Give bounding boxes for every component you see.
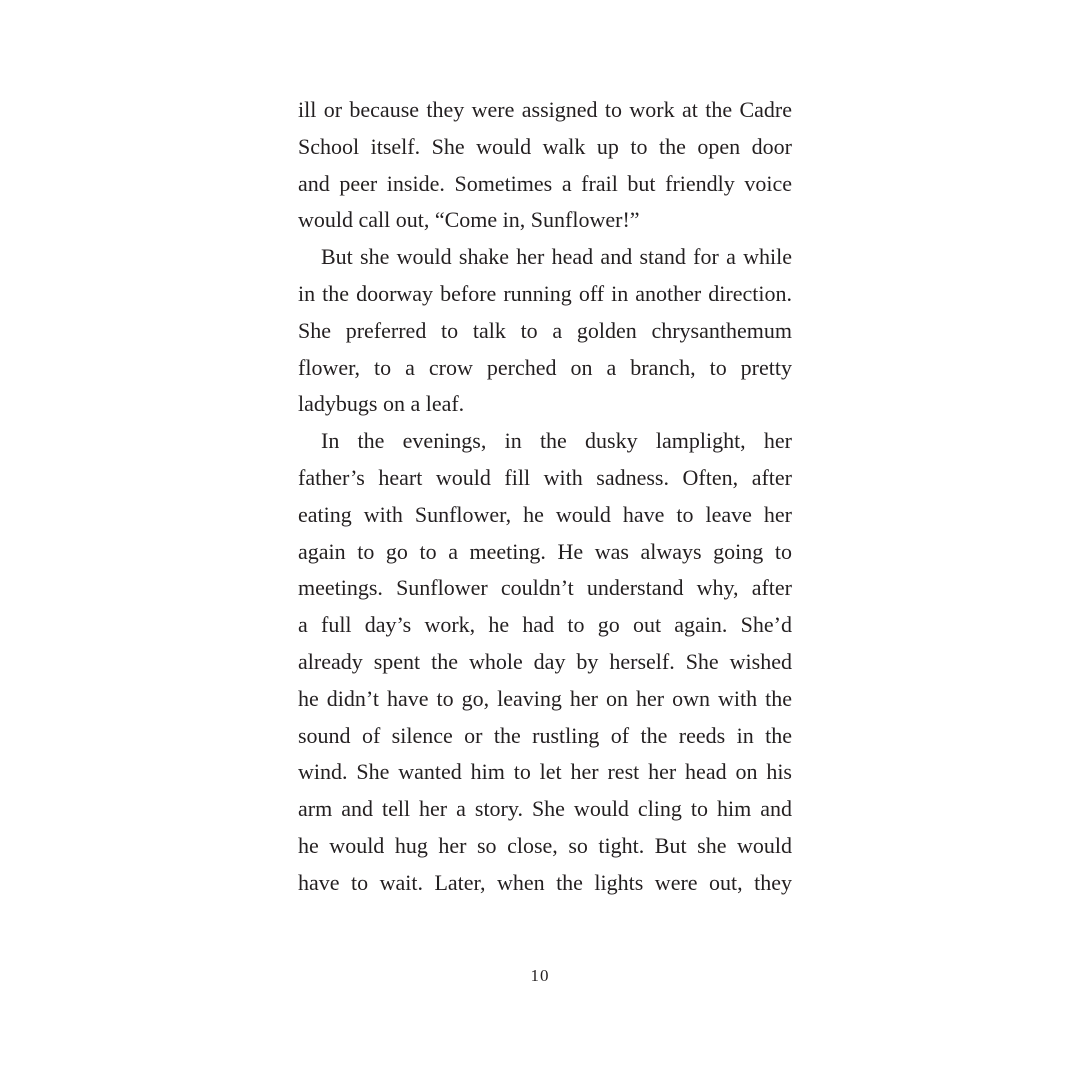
text-line: sound of silence or the rustling of the reeds in the	[298, 722, 792, 748]
text-line: ladybugs on a leaf.	[298, 391, 465, 417]
text-line: meetings. Sunflower couldn’t understand why, after	[298, 575, 792, 601]
text-line: wind. She wanted him to let her rest her head on his	[298, 759, 792, 785]
body-text	[298, 92, 792, 902]
page-number: 10	[530, 966, 550, 985]
text-line: in the doorway before running off in another direction.	[298, 280, 792, 306]
text-line: have to wait. Later, when the lights were out, they	[298, 869, 792, 895]
text-line: flower, to a crow perched on a branch, to pretty	[298, 354, 792, 380]
text-line: he would hug her so close, so tight. But she would	[298, 832, 792, 858]
text-line: would call out, “Come in, Sunflower!”	[298, 207, 640, 233]
text-line: In the evenings, in the dusky lamplight, her	[321, 428, 792, 454]
text-line: ill or because they were assigned to work at the Cadre	[298, 97, 792, 122]
text-line: She preferred to talk to a golden chrysanthemum	[298, 317, 792, 343]
text-line: again to go to a meeting. He was always going to	[298, 538, 792, 564]
text-line: arm and tell her a story. She would cling to him and	[298, 796, 792, 822]
text-line: But she would shake her head and stand for a while	[321, 244, 792, 270]
text-line: and peer inside. Sometimes a frail but friendly voice	[298, 170, 792, 196]
text-line: School itself. She would walk up to the open door	[298, 133, 792, 159]
text-line: a full day’s work, he had to go out again. She’d	[298, 612, 792, 638]
text-line: he didn’t have to go, leaving her on her own with the	[298, 685, 792, 711]
text-line: father’s heart would fill with sadness. Often, after	[298, 464, 792, 490]
text-line: eating with Sunflower, he would have to leave her	[298, 501, 792, 527]
text-line: already spent the whole day by herself. She wished	[298, 648, 792, 674]
